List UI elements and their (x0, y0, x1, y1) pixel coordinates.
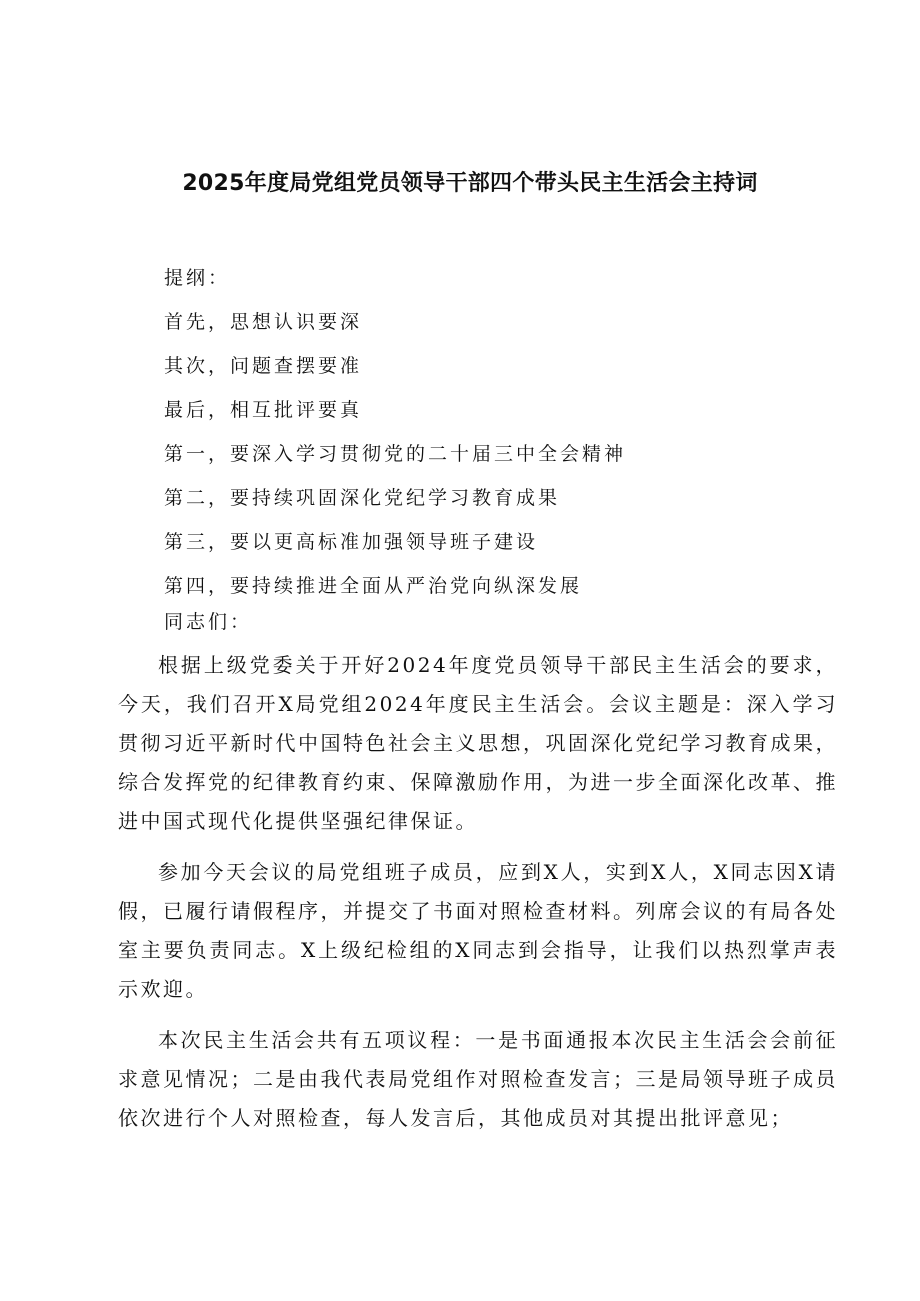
outline-item: 第四，要持续推进全面从严治党向纵深发展 (164, 575, 583, 597)
outline-heading: 提纲： (164, 267, 231, 289)
outline-item: 第三，要以更高标准加强领导班子建设 (164, 531, 539, 553)
outline-item: 首先，思想认识要深 (164, 311, 363, 333)
outline-list (164, 256, 864, 608)
outline-item: 最后，相互批评要真 (164, 399, 363, 421)
outline-item: 第一，要深入学习贯彻党的二十届三中全会精神 (164, 443, 627, 465)
paragraph: 根据上级党委关于开好2024年度党员领导干部民主生活会的要求，今天，我们召开X局党组2024年度民主生活会。会议主题是：深入学习贯彻习近平新时代中国特色社会主义思想，巩固深化党纪学习教育成果，综合发挥党的纪律教育约束、保障激励作用，为进一步全面深化改革、推进中国式现代化提供坚强纪律保证。 (118, 653, 838, 833)
paragraph: 本次民主生活会共有五项议程：一是书面通报本次民主生活会会前征求意见情况；二是由我代表局党组作对照检查发言；三是局领导班子成员依次进行个人对照检查，每人发言后，其他成员对其提出批评意见； (118, 1028, 838, 1130)
outline-item: 其次，问题查摆要准 (164, 355, 363, 377)
salutation: 同志们： (164, 611, 253, 633)
body-text (118, 646, 838, 1150)
outline-item: 第二，要持续巩固深化党纪学习教育成果 (164, 487, 561, 509)
document-title: 2025年度局党组党员领导干部四个带头民主生活会主持词 (182, 171, 758, 196)
paragraph: 参加今天会议的局党组班子成员，应到X人，实到X人，X同志因X请假，已履行请假程序，并提交了书面对照检查材料。列席会议的有局各处室主要负责同志。X上级纪检组的X同志到会指导，让我们以热烈掌声表示欢迎。 (118, 860, 838, 1001)
